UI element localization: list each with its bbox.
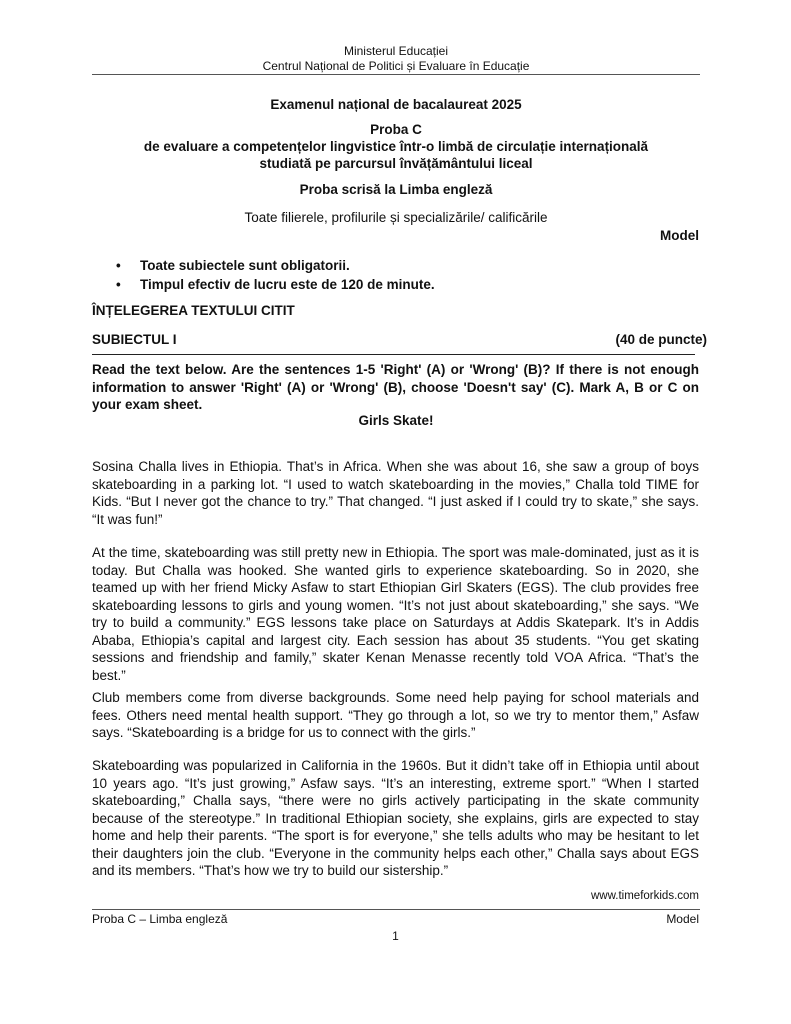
article-paragraph-2: At the time, skateboarding was still pretty new in Ethiopia. The sport was male-dominated, just as it is today. But Challa was hooked. She wanted girls to experience skateboarding. So in 2020, she teamed up with her friend Micky Asfaw to start Ethiopian Girl Skaters (EGS). The club provides free skateboarding lessons to girls and young women. “It’s not just about skateboarding,” she says. “We try to build a community.” EGS lessons take place on Saturdays at Addis Skatepark. It’s in Addis Ababa, Ethiopia’s capital and largest city. Each session has about 35 students. “You get skating sessions and friendship and family,” skater Kenan Menasse recently told VOA Africa. “That’s the best.” [92,545,699,683]
exam-title: Examenul național de bacalaureat 2025 [270,97,522,112]
rule-item: • Toate subiectele sunt obligatorii. [116,258,350,273]
footer-model: Model [666,912,699,926]
task-instructions: Read the text below. Are the sentences 1-5 'Right' (A) or 'Wrong' (B)? If there is not enough information to answer 'Right' (A) or 'Wrong' (B), choose 'Doesn't say' (C). Mark A, B or C on your exam sheet. [92,362,699,412]
rules-list [116,256,435,294]
rule-item: • Timpul efectiv de lucru este de 120 de minute. [116,277,435,292]
footer-subject: Proba C – Limba engleză [92,912,228,926]
article-source: www.timeforkids.com [591,890,699,902]
article-paragraph-1: Sosina Challa lives in Ethiopia. That’s in Africa. When she was about 16, she saw a group of boys skateboarding in a parking lot. “I used to watch skateboarding in the movies,” Challa told TIME for Kids. “But I never got the chance to try.” That changed. “I just asked if I could try to skate,” she says. “It was fun!” [92,459,699,527]
center-name: Centrul Național de Politici și Evaluare în Educație [262,59,530,73]
section-title: ÎNȚELEGEREA TEXTULUI CITIT [92,303,295,318]
proba-title: Proba C [370,122,422,137]
article-paragraph-3: Club members come from diverse backgrounds. Some need help paying for school materials and fees. Others need mental health support. “They go through a lot, so we try to mentor them,” Asfaw says. “Skateboarding is a bridge for us to connect with the girls.” [92,690,699,740]
header-divider [92,74,700,75]
written-test-title: Proba scrisă la Limba engleză [299,182,493,197]
bullet-icon: • [116,277,121,292]
footer-divider [92,909,700,910]
subject-label: SUBIECTUL I [92,332,177,347]
proba-description-2: studiată pe parcursul învățământului liceal [259,156,533,171]
model-label: Model [660,228,699,243]
article-title: Girls Skate! [358,413,434,428]
proba-description-1: de evaluare a competențelor lingvistice într-o limbă de circulație internațională [143,139,649,154]
article-paragraph-4: Skateboarding was popularized in California in the 1960s. But it didn’t take off in Ethiopia until about 10 years ago. “It’s just growing,” Asfaw says. “It’s an interesting, extreme sport.” “When I started skateboarding,” Challa says, “there were no girls actively participating in the skate community because of the stereotype.” In traditional Ethiopian society, she explains, girls are expected to stay home and help their parents. “The sport is for everyone,” she tells adults who may be hesitant to let their daughters join the club. “Everyone in the community helps each other,” Challa says about EGS and its members. “That’s how we try to build our sistership.” [92,758,699,878]
page-number: 1 [392,929,399,943]
subject-divider [92,354,695,355]
streams-line: Toate filierele, profilurile și specializările/ calificările [244,210,548,225]
bullet-icon: • [116,258,121,273]
subject-points: (40 de puncte) [615,332,707,347]
ministry-name: Ministerul Educației [343,44,449,58]
